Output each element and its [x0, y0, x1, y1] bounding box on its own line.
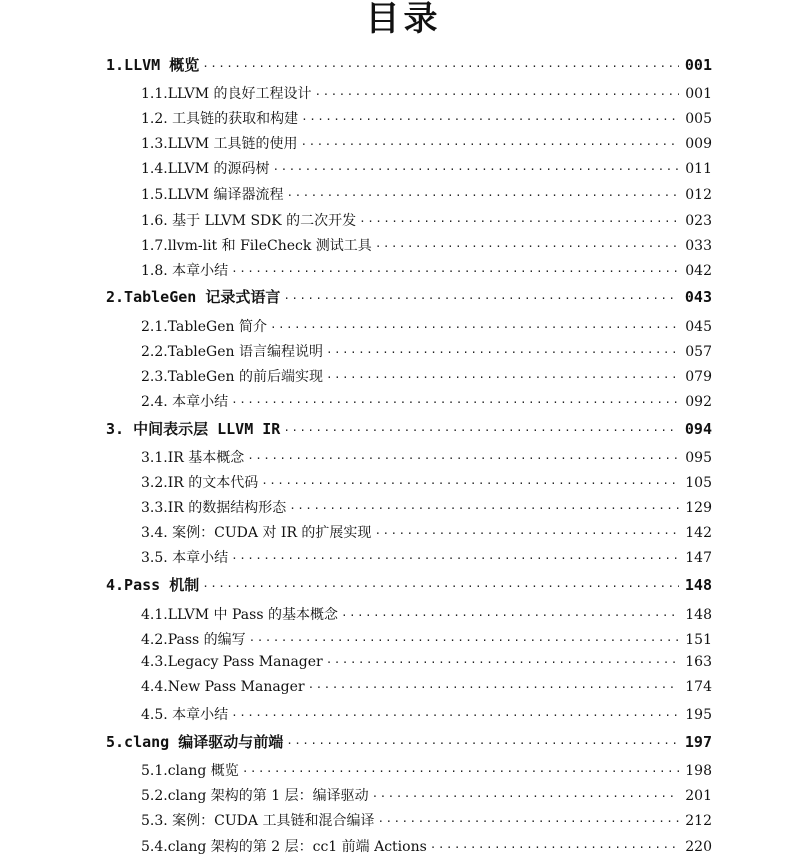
toc-section-entry[interactable] [141, 316, 712, 338]
page-number: 220 [685, 839, 712, 855]
page-number: 095 [685, 450, 712, 466]
toc-section-entry[interactable] [141, 604, 712, 626]
toc-section-entry[interactable] [141, 108, 712, 130]
dot-leader [326, 371, 679, 384]
page-number: 174 [685, 679, 712, 695]
page-number: 011 [685, 161, 712, 177]
dot-leader [377, 815, 679, 828]
page-number: 201 [685, 788, 712, 804]
dot-leader [326, 656, 680, 669]
toc-section-entry[interactable] [141, 158, 712, 180]
dot-leader [270, 321, 679, 334]
page-number: 012 [685, 187, 712, 203]
entry-title: 1.3.LLVM 工具链的使用 [141, 136, 298, 152]
toc-section-entry[interactable] [141, 391, 712, 413]
toc-chapter-entry[interactable] [106, 574, 712, 596]
dot-leader [315, 88, 680, 101]
toc-chapter-entry[interactable] [106, 54, 712, 76]
toc-section-entry[interactable] [141, 366, 712, 388]
page-number: 212 [685, 813, 712, 829]
page-number: 142 [685, 525, 712, 541]
toc-section-entry[interactable] [141, 447, 712, 469]
page-number: 043 [684, 288, 712, 306]
page-number: 009 [685, 136, 712, 152]
page-number: 033 [685, 238, 712, 254]
entry-title: 4.3.Legacy Pass Manager [141, 654, 323, 670]
toc-chapter-entry[interactable] [106, 418, 712, 440]
toc-section-entry[interactable] [141, 83, 712, 105]
dot-leader [249, 634, 680, 647]
dot-leader [231, 396, 679, 409]
dot-leader [287, 189, 680, 202]
dot-leader [247, 452, 679, 465]
page-number: 045 [685, 319, 712, 335]
page-number: 148 [685, 607, 712, 623]
entry-title: 5.clang 编译驱动与前端 [106, 733, 284, 751]
entry-title: 5.2.clang 架构的第 1 层：编译驱动 [141, 788, 369, 804]
page-number: 148 [684, 576, 712, 594]
entry-title: 3.3.IR 的数据结构形态 [141, 500, 287, 516]
entry-title: 5.1.clang 概览 [141, 763, 239, 779]
page-number: 001 [685, 86, 712, 102]
entry-title: 2.TableGen 记录式语言 [106, 288, 281, 306]
dot-leader [341, 609, 679, 622]
dot-leader [308, 681, 680, 694]
entry-title: 3.4. 案例：CUDA 对 IR 的扩展实现 [141, 525, 372, 541]
toc-section-entry[interactable] [141, 679, 712, 701]
toc-section-entry[interactable] [141, 547, 712, 569]
dot-leader [273, 163, 680, 176]
entry-title: 4.Pass 机制 [106, 576, 200, 594]
dot-leader [374, 527, 679, 540]
toc-section-entry[interactable] [141, 654, 712, 676]
dot-leader [286, 737, 679, 750]
page-number: 105 [685, 475, 712, 491]
toc-section-entry[interactable] [141, 810, 712, 832]
toc-chapter-entry[interactable] [106, 731, 712, 753]
entry-title: 4.1.LLVM 中 Pass 的基本概念 [141, 607, 338, 623]
dot-leader [202, 60, 679, 73]
entry-title: 3. 中间表示层 LLVM IR [106, 420, 281, 438]
entry-title: 3.2.IR 的文本代码 [141, 475, 259, 491]
page-number: 001 [684, 56, 712, 74]
dot-leader [301, 113, 679, 126]
toc-section-entry[interactable] [141, 260, 712, 282]
dot-leader [359, 215, 679, 228]
page-number: 197 [684, 733, 712, 751]
entry-title: 1.2. 工具链的获取和构建 [141, 111, 299, 127]
entry-title: 1.8. 本章小结 [141, 263, 229, 279]
dot-leader [372, 790, 680, 803]
dot-leader [283, 292, 679, 305]
entry-title: 1.7.llvm-lit 和 FileCheck 测试工具 [141, 238, 372, 254]
page-number: 147 [685, 550, 712, 566]
entry-title: 2.1.TableGen 简介 [141, 319, 267, 335]
page-number: 042 [685, 263, 712, 279]
entry-title: 5.4.clang 架构的第 2 层：cc1 前端 Actions [141, 839, 427, 855]
toc-section-entry[interactable] [141, 629, 712, 651]
dot-leader [231, 552, 679, 565]
dot-leader [289, 502, 679, 515]
dot-leader [301, 138, 680, 151]
toc-section-entry[interactable] [141, 760, 712, 782]
entry-title: 5.3. 案例：CUDA 工具链和混合编译 [141, 813, 375, 829]
entry-title: 4.5. 本章小结 [141, 707, 229, 723]
dot-leader [283, 424, 679, 437]
dot-leader [202, 580, 679, 593]
entry-title: 3.1.IR 基本概念 [141, 450, 245, 466]
page-number: 079 [685, 369, 712, 385]
entry-title: 2.4. 本章小结 [141, 394, 229, 410]
page-number: 151 [685, 632, 712, 648]
page-title: 目录 [365, 0, 442, 39]
page-number: 195 [685, 707, 712, 723]
toc-chapter-entry[interactable] [106, 286, 712, 308]
dot-leader [231, 265, 679, 278]
entry-title: 4.2.Pass 的编写 [141, 632, 246, 648]
entry-title: 1.LLVM 概览 [106, 56, 200, 74]
entry-title: 3.5. 本章小结 [141, 550, 229, 566]
dot-leader [242, 765, 679, 778]
toc-section-entry[interactable] [141, 133, 712, 155]
page-number: 129 [685, 500, 712, 516]
entry-title: 1.1.LLVM 的良好工程设计 [141, 86, 312, 102]
dot-leader [231, 709, 679, 722]
toc-section-entry[interactable] [141, 341, 712, 363]
entry-title: 2.3.TableGen 的前后端实现 [141, 369, 323, 385]
toc-section-entry[interactable] [141, 704, 712, 726]
toc-section-entry[interactable] [141, 184, 712, 206]
dot-leader [375, 240, 679, 253]
dot-leader [261, 477, 679, 490]
page-number: 198 [685, 763, 712, 779]
page-number: 163 [685, 654, 712, 670]
toc-section-entry[interactable] [141, 522, 712, 544]
page-number: 092 [685, 394, 712, 410]
page-number: 023 [685, 213, 712, 229]
dot-leader [430, 841, 679, 854]
page-number: 094 [684, 420, 712, 438]
entry-title: 1.4.LLVM 的源码树 [141, 161, 270, 177]
page-number: 057 [685, 344, 712, 360]
toc-section-entry[interactable] [141, 497, 712, 519]
dot-leader [326, 346, 679, 359]
toc-section-entry[interactable] [141, 472, 712, 494]
entry-title: 1.6. 基于 LLVM SDK 的二次开发 [141, 213, 357, 229]
entry-title: 1.5.LLVM 编译器流程 [141, 187, 284, 203]
toc-section-entry[interactable] [141, 785, 712, 807]
toc-section-entry[interactable] [141, 210, 712, 232]
page-number: 005 [685, 111, 712, 127]
entry-title: 2.2.TableGen 语言编程说明 [141, 344, 323, 360]
toc-section-entry[interactable] [141, 235, 712, 257]
entry-title: 4.4.New Pass Manager [141, 679, 305, 695]
